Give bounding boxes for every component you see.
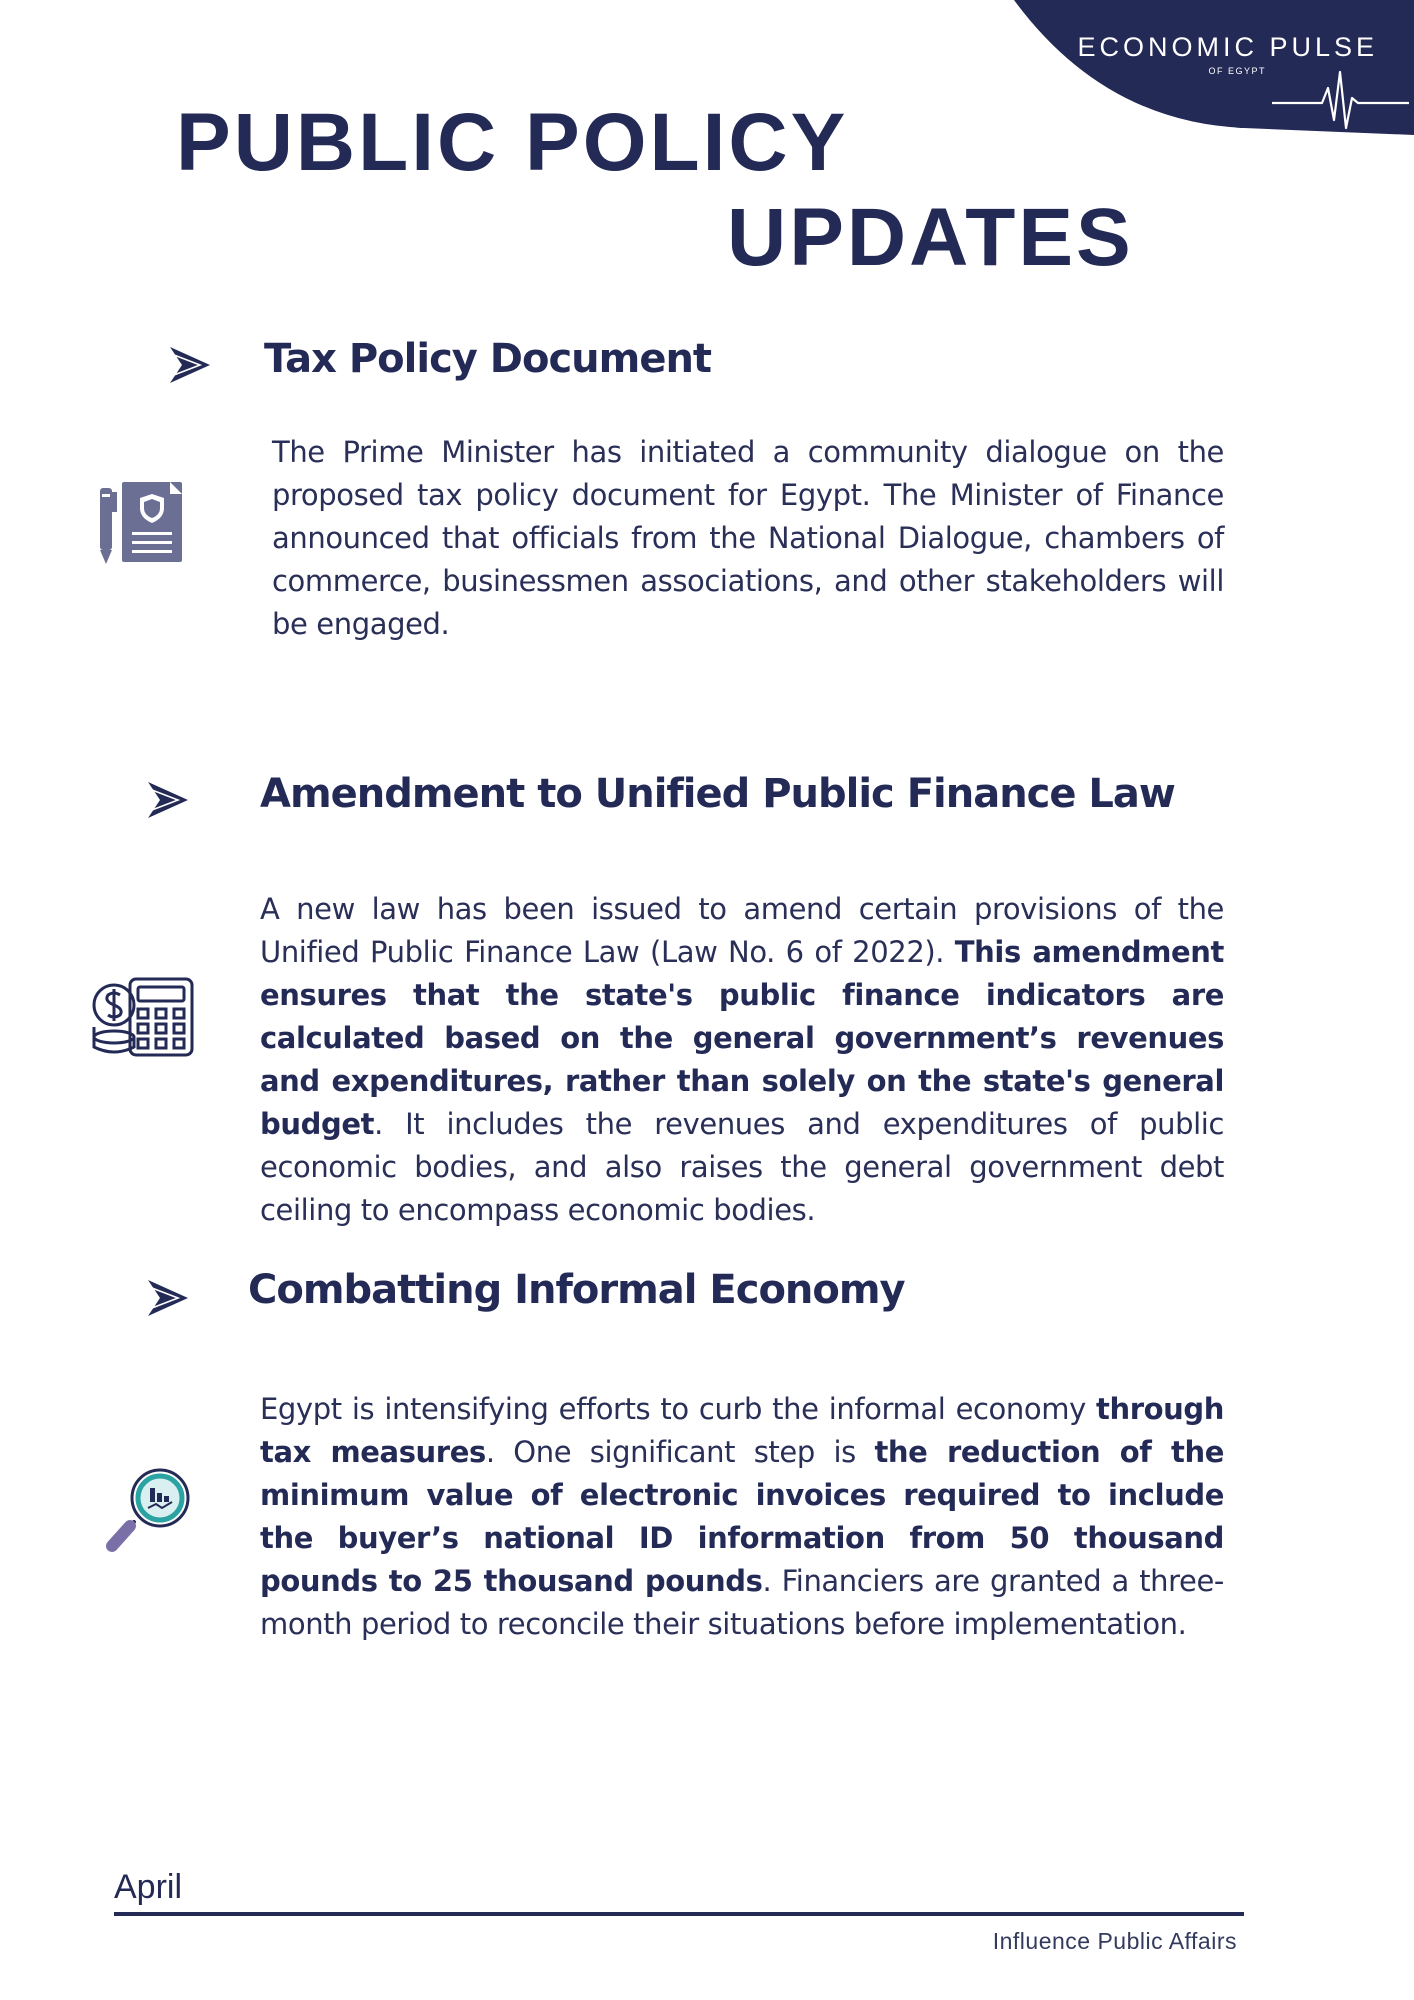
footer-month: April — [114, 1868, 183, 1906]
body-text-emphasis: through tax measures — [260, 1392, 1224, 1469]
footer-organization: Influence Public Affairs — [992, 1928, 1237, 1954]
section-body-tax-policy — [272, 431, 1224, 646]
arrow-bullet-icon — [144, 1274, 192, 1322]
body-text: Egypt is intensifying efforts to curb the informal economy — [260, 1392, 1097, 1426]
section-body-public-finance-law — [260, 888, 1224, 1232]
body-text: The Prime Minister has initiated a community dialogue on the proposed tax policy document for Egypt. The Minister of Finance announced that officials from the National Dialogue, chambers of commerce, businessmen associations, and other stakeholders will be engaged. — [272, 435, 1224, 641]
brand-banner — [1014, 0, 1414, 135]
section-heading-tax-policy: Tax Policy Document — [264, 336, 712, 382]
body-text: . One significant step is — [485, 1435, 875, 1469]
body-text-emphasis: This amendment ensures that the state's public finance indicators are calculated based on the general government’s revenues and expenditures, rather than solely on the state's general budget — [260, 935, 1225, 1141]
footer-divider — [114, 1912, 1244, 1916]
page-title-line-2: UPDATES — [727, 192, 1134, 283]
body-text: . It includes the revenues and expenditures of public economic bodies, and also raises the general government debt ceiling to encompass economic bodies. — [260, 1107, 1224, 1227]
section-body-informal-economy — [260, 1388, 1224, 1646]
brand-subtitle: OF EGYPT — [1208, 66, 1266, 76]
arrow-bullet-icon — [144, 776, 192, 824]
section-heading-informal-economy: Combatting Informal Economy — [248, 1267, 905, 1313]
page-title-line-1: PUBLIC POLICY — [176, 97, 849, 188]
body-text-emphasis: the reduction of the minimum value of electronic invoices required to include the buyer’s national ID information from 50 thousand pounds to 25 thousand pounds — [260, 1435, 1224, 1598]
document-pen-icon — [94, 478, 190, 568]
magnifier-chart-icon — [100, 1466, 194, 1560]
section-heading-public-finance-law: Amendment to Unified Public Finance Law — [260, 771, 1175, 817]
body-text: . Financiers are granted a three-month period to reconcile their situations before implementation. — [260, 1564, 1224, 1641]
arrow-bullet-icon — [166, 341, 214, 389]
calculator-coins-icon — [90, 975, 198, 1061]
brand-name: ECONOMIC PULSE — [1077, 32, 1378, 62]
body-text: A new law has been issued to amend certain provisions of the Unified Public Finance Law (Law No. 6 of 2022). — [260, 892, 1224, 969]
